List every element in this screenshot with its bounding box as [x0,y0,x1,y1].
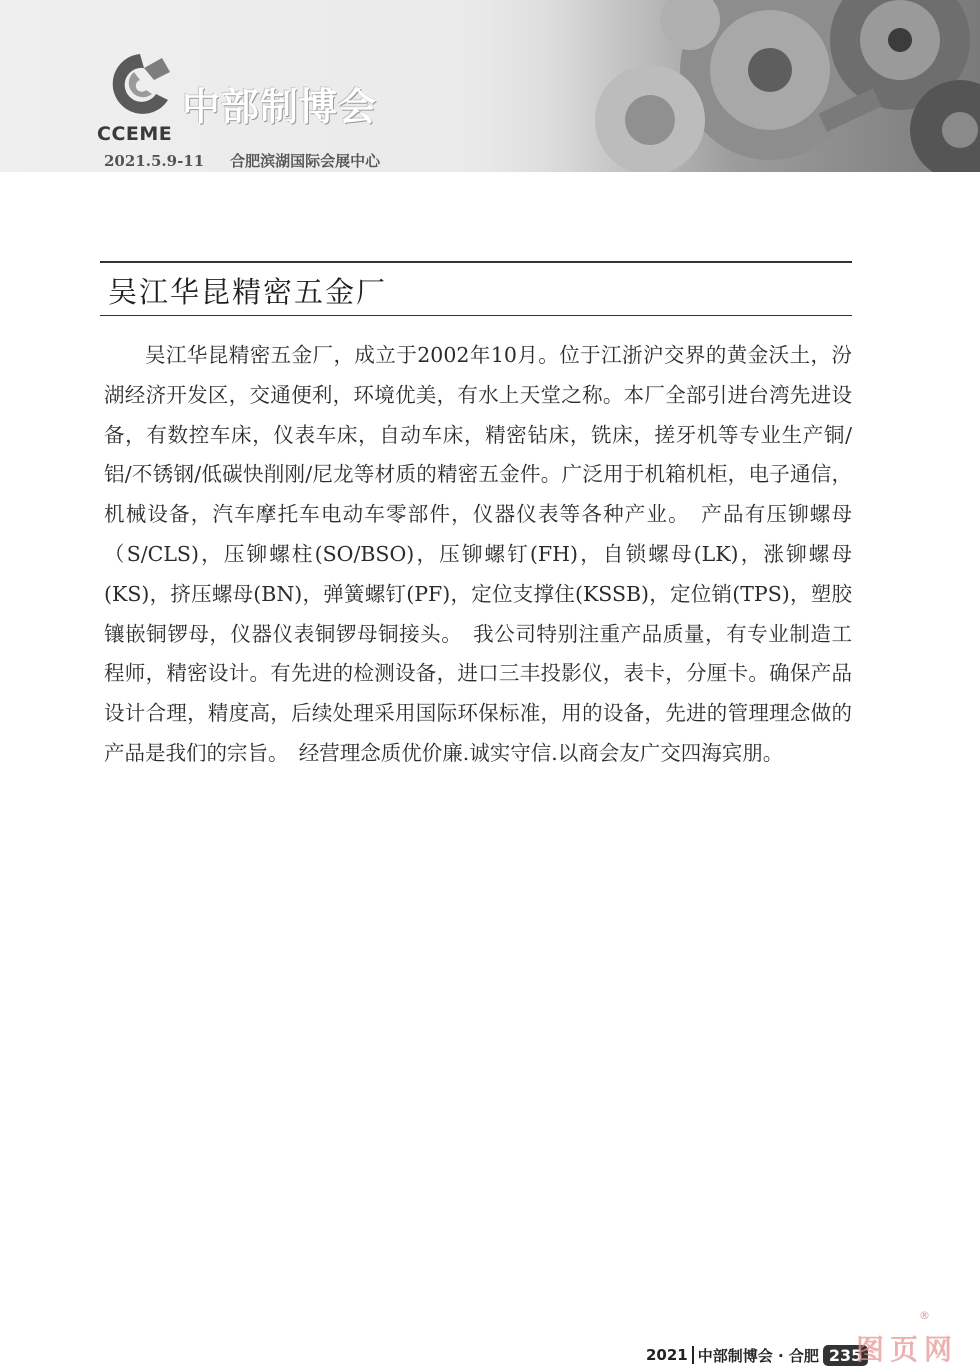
event-venue: 合肥滨湖国际会展中心 [230,152,381,170]
brand-title: 中部制博会 [182,85,378,129]
page-title: 吴江华昆精密五金厂 [108,275,388,309]
footer-label: 中部制博会 · 合肥 [697,1346,819,1365]
footer-separator [692,1346,694,1364]
event-date: 2021.5.9-11 [104,152,205,170]
title-bottom-rule [100,315,852,316]
cceme-logo-icon [100,48,178,120]
watermark-logo: 图页网 [856,1333,959,1366]
logo-text: CCEME [97,123,173,145]
machinery-background-image [440,0,980,172]
footer-year: 2021 [646,1346,688,1364]
title-top-rule [100,261,852,263]
event-info [104,150,380,171]
article-body: 吴江华昆精密五金厂，成立于2002年10月。位于江浙沪交界的黄金沃土，汾湖经济开发区，交通便利，环境优美，有水上天堂之称。本厂全部引进台湾先进设备，有数控车床，仪表车床，自动车床，精密钻床，铣床，搓牙机等专业生产铜/铝/不锈钢/低碳快削刚/尼龙等材质的精密五金件。广泛用于机箱机柜，电子通信，机械设备，汽车摩托车电动车零部件，仪器仪表等各种产业。 产品有压铆螺母（S/CLS)，压铆螺柱(SO/BSO)，压铆螺钉(FH)，自锁螺母(LK)，涨铆螺母(KS)，挤压螺母(BN)，弹簧螺钉(PF)，定位支撑住(KSSB)，定位销(TPS)，塑胶镶嵌铜锣母，仪器仪表铜锣母铜接头。 我公司特别注重产品质量，有专业制造工程师，精密设计。有先进的检测设备，进口三丰投影仪，表卡，分厘卡。确保产品设计合理，精度高，后续处理采用国际环保标准，用的设备，先进的管理理念做的产品是我们的宗旨。 经营理念质优价廉.诚实守信.以商会友广交四海宾朋。 [104,343,852,765]
header-banner [0,0,980,172]
page-number: 235 [823,1345,868,1366]
page-footer [646,1340,868,1370]
registered-mark: ® [919,1309,930,1322]
